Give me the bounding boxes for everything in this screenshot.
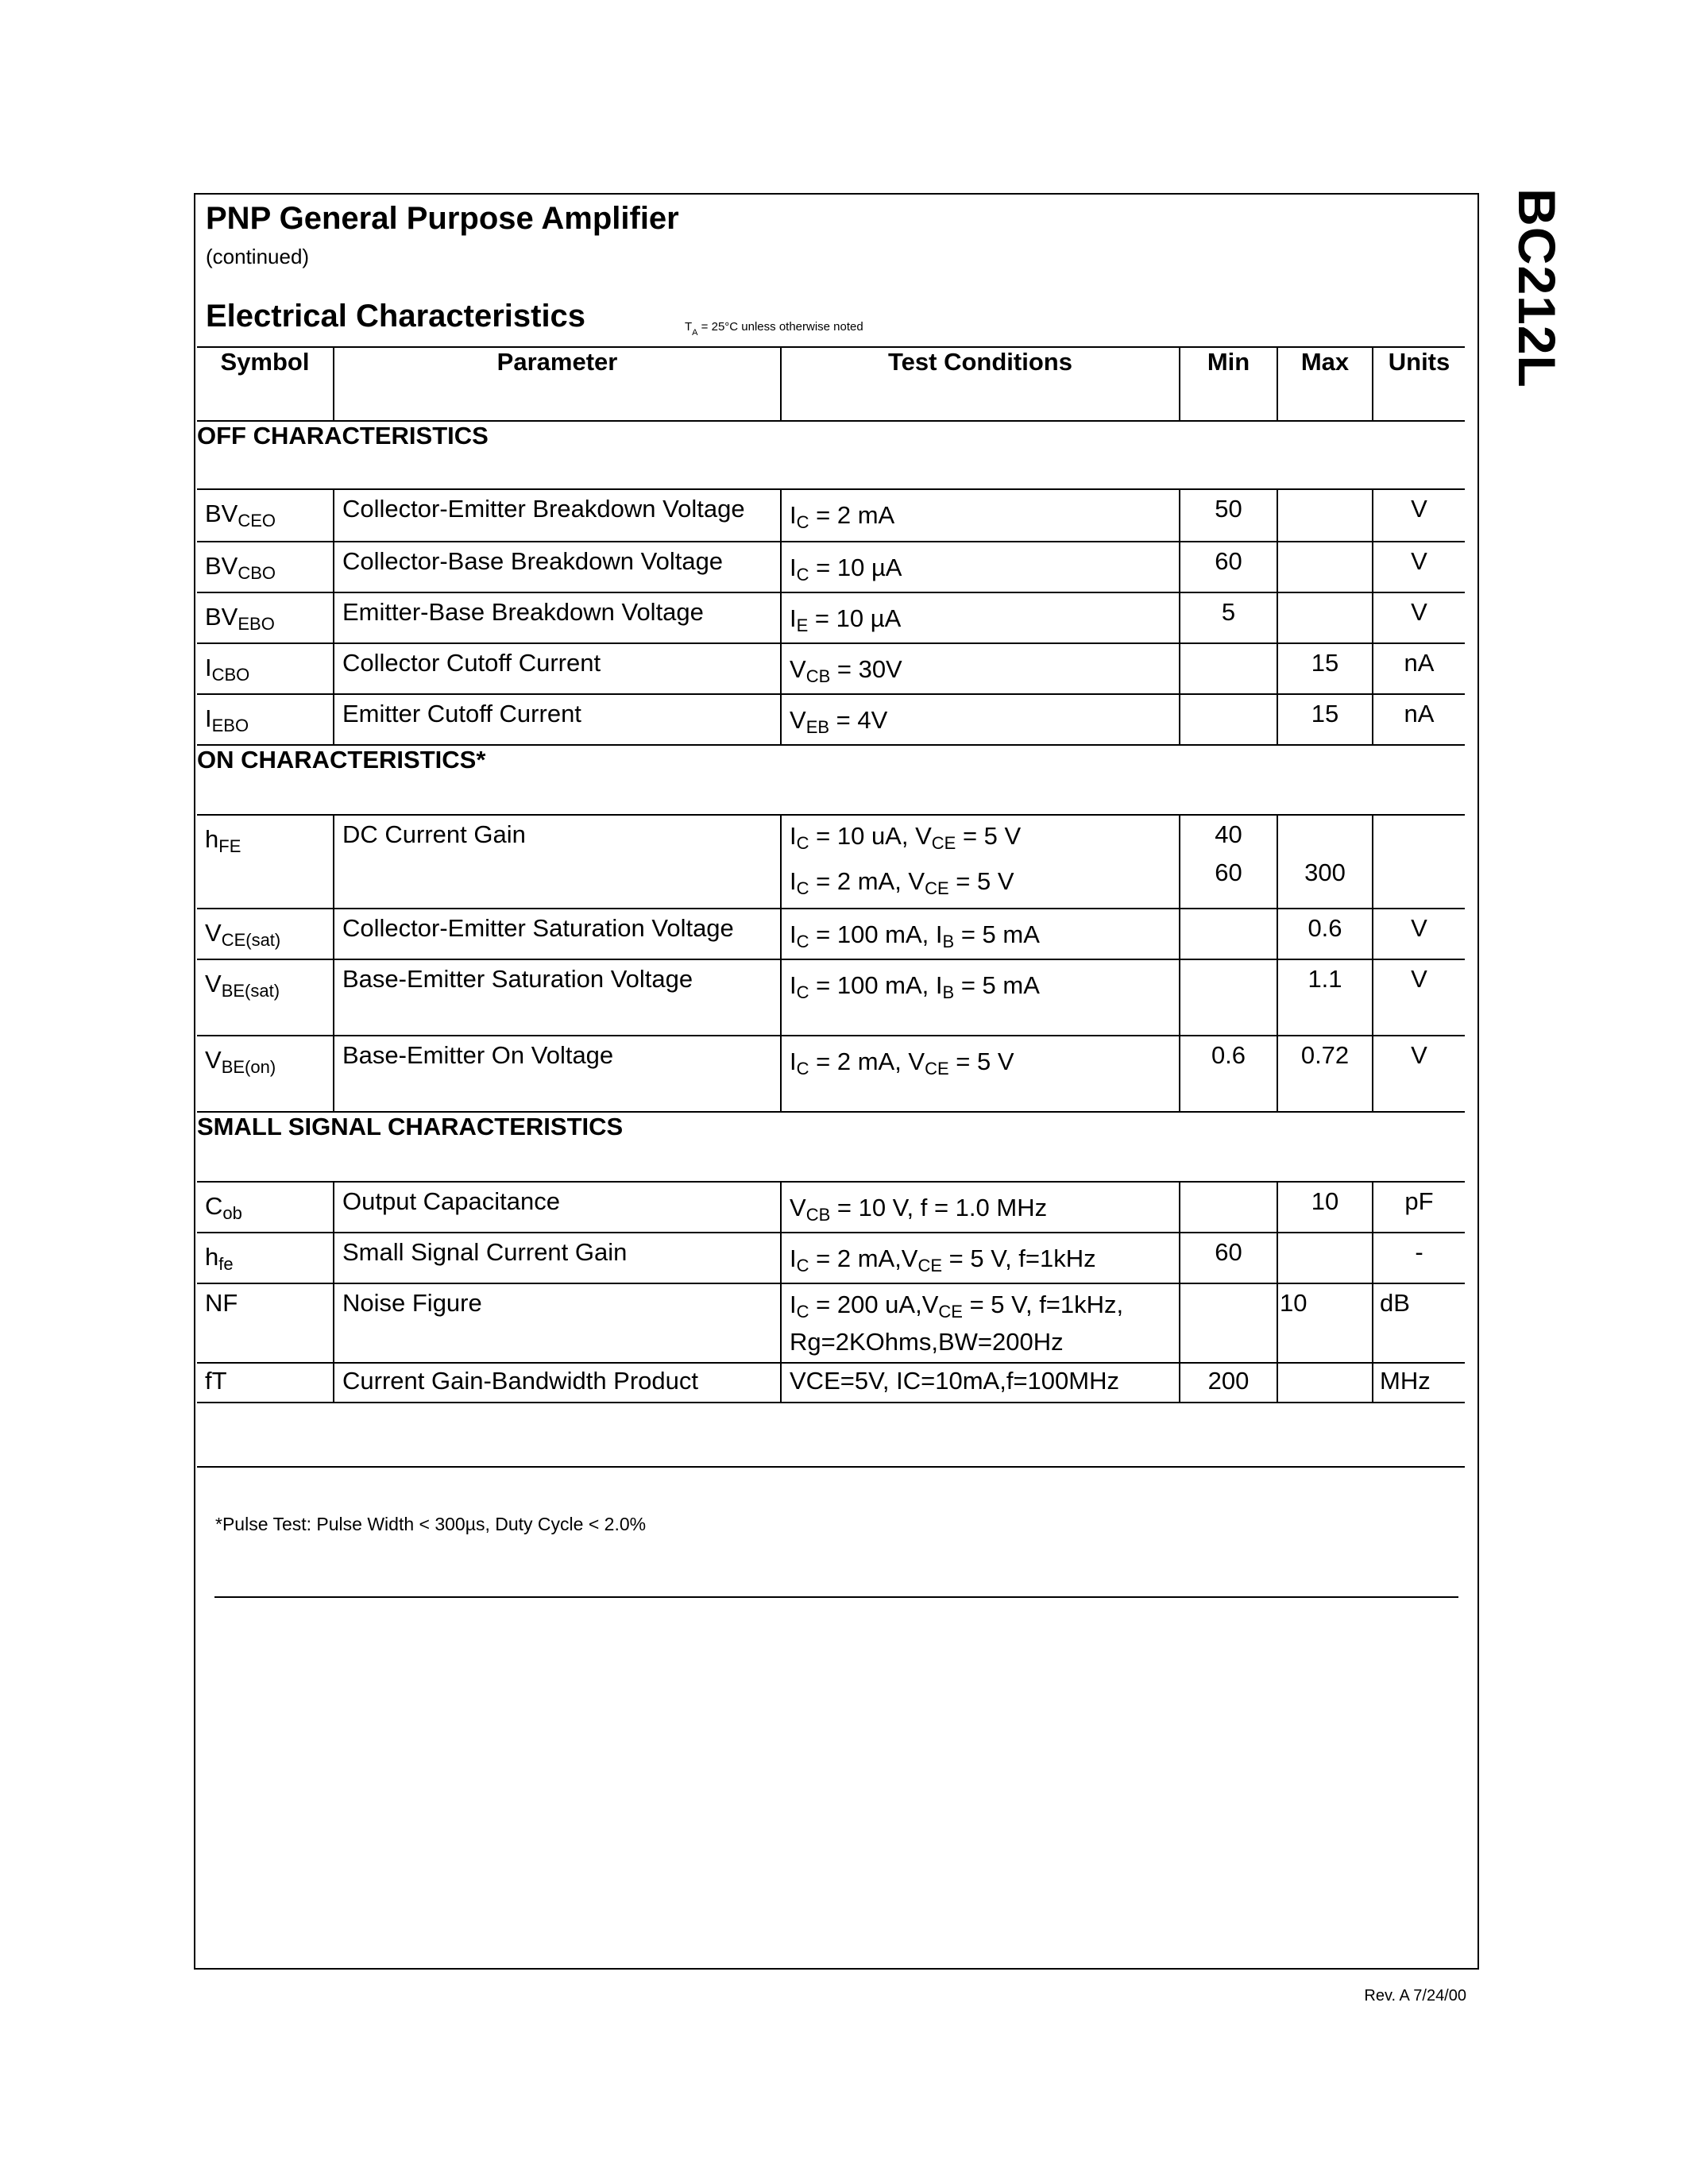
max-cell [1277, 489, 1373, 542]
document-subtitle: (continued) [206, 245, 310, 268]
conditions-cell: $I_C = 100$ mA, $I_B = 5$ mA [781, 959, 1180, 1036]
parameter-cell: Base-Emitter Saturation Voltage [334, 959, 781, 1036]
symbol-cell: $BV_{CBO}$ [197, 542, 334, 592]
symbol-cell: $V_{CE(sat)}$ [197, 909, 334, 959]
units-cell: V [1373, 489, 1465, 542]
parameter-cell: Emitter Cutoff Current [334, 694, 781, 745]
conditions-cell: $V_{CB} = 30V$ [781, 643, 1180, 694]
parameter-cell: Collector-Emitter Saturation Voltage [334, 909, 781, 959]
parameter-cell: Output Capacitance [334, 1182, 781, 1233]
header-symbol: Symbol [197, 347, 334, 421]
divider-line [214, 1596, 1458, 1598]
ta-text: = 25°C unless otherwise noted [697, 320, 863, 334]
conditions-cell: $V_{CB} = 10$ V, f = 1.0 MHz [781, 1182, 1180, 1233]
conditions-cell: $I_C = 2$ $mA,V_{CE} = 5$ V, f=1kHz [781, 1233, 1180, 1283]
symbol-cell: $BV_{CEO}$ [197, 489, 334, 542]
symbol-cell: $h_{fe}$ [197, 1233, 334, 1283]
symbol-cell: NF [197, 1283, 334, 1363]
max-cell: 10 [1277, 1182, 1373, 1233]
conditions-cell: $I_C = 100$ mA, $I_B = 5$ mA [781, 909, 1180, 959]
min-cell: 0.6 [1180, 1036, 1277, 1112]
parameter-cell: Noise Figure [334, 1283, 781, 1363]
min-cell [1180, 959, 1277, 1036]
symbol-cell: $V_{BE(sat)}$ [197, 959, 334, 1036]
parameter-cell: Base-Emitter On Voltage [334, 1036, 781, 1112]
units-cell: pF [1373, 1182, 1465, 1233]
max-cell [1277, 542, 1373, 592]
max-cell: 0.72 [1277, 1036, 1373, 1112]
units-cell: nA [1373, 643, 1465, 694]
table-row [197, 489, 1465, 542]
part-number: BC212L [1508, 188, 1567, 388]
conditions-cell: $I_E = 10$ µA [781, 592, 1180, 643]
units-cell: MHz [1373, 1363, 1465, 1403]
units-cell: V [1373, 959, 1465, 1036]
min-cell [1180, 643, 1277, 694]
symbol-cell: $I_{CBO}$ [197, 643, 334, 694]
condition-line-2: $I_C = 2$ mA, $V_{CE} = 5$ V [790, 867, 1014, 898]
revision-label: Rev. A 7/24/00 [1364, 1987, 1466, 2005]
min-cell: 200 [1180, 1363, 1277, 1403]
header-test-conditions: Test Conditions [781, 347, 1180, 421]
units-cell: V [1373, 1036, 1465, 1112]
parameter-cell: DC Current Gain [334, 815, 781, 909]
min-cell: 60 [1180, 542, 1277, 592]
symbol-cell: $BV_{EBO}$ [197, 592, 334, 643]
min-cell [1180, 909, 1277, 959]
table-row [197, 1182, 1465, 1233]
parameter-cell: Collector-Base Breakdown Voltage [334, 542, 781, 592]
symbol-cell: $I_{EBO}$ [197, 694, 334, 745]
max-cell [1277, 1233, 1373, 1283]
condition-line-2: Rg=2KOhms,BW=200Hz [790, 1328, 1064, 1356]
max-cell: 15 [1277, 643, 1373, 694]
max-cell [1277, 1363, 1373, 1403]
group-row-on [197, 745, 1465, 815]
group-row-small-signal [197, 1112, 1465, 1182]
table-row [197, 909, 1465, 959]
symbol-cell: $V_{BE(on)}$ [197, 1036, 334, 1112]
table-row [197, 815, 1465, 909]
min-cell [1180, 815, 1277, 909]
part-number-tab [1505, 188, 1569, 388]
min-value-1: 40 [1215, 820, 1242, 848]
conditions-cell: $V_{EB} = 4V$ [781, 694, 1180, 745]
units-cell: - [1373, 1233, 1465, 1283]
table-row [197, 542, 1465, 592]
units-cell: V [1373, 909, 1465, 959]
table-row [197, 1283, 1465, 1363]
parameter-cell: Collector-Emitter Breakdown Voltage [334, 489, 781, 542]
section-heading: Electrical Characteristics [206, 299, 586, 334]
group-label-small-signal: SMALL SIGNAL CHARACTERISTICS [197, 1112, 1465, 1182]
electrical-characteristics-table [197, 346, 1465, 1403]
max-value-2: 300 [1304, 859, 1346, 886]
header-parameter: Parameter [334, 347, 781, 421]
conditions-cell [781, 1283, 1180, 1363]
condition-line-1: $I_C = 10$ uA, $V_{CE} = 5$ V [790, 822, 1022, 853]
table-row [197, 959, 1465, 1036]
min-cell: 50 [1180, 489, 1277, 542]
header-max: Max [1277, 347, 1373, 421]
conditions-cell: $I_C = 10$ µA [781, 542, 1180, 592]
conditions-cell: $I_C = 2$ mA [781, 489, 1180, 542]
units-cell: dB [1373, 1283, 1465, 1363]
symbol-cell: $h_{FE}$ [197, 815, 334, 909]
parameter-cell: Collector Cutoff Current [334, 643, 781, 694]
group-row-off [197, 421, 1465, 489]
conditions-cell [781, 815, 1180, 909]
max-cell [1277, 592, 1373, 643]
table-row [197, 592, 1465, 643]
table-row [197, 694, 1465, 745]
temperature-note [685, 320, 863, 338]
pulse-test-footnote: *Pulse Test: Pulse Width < 300µs, Duty Cycle < 2.0% [215, 1514, 647, 1534]
table-row [197, 1036, 1465, 1112]
group-label-on: ON CHARACTERISTICS* [197, 745, 1465, 815]
max-cell: 0.6 [1277, 909, 1373, 959]
table-header-row [197, 347, 1465, 421]
document-title: PNP General Purpose Amplifier [206, 201, 679, 236]
symbol-cell: $C_{ob}$ [197, 1182, 334, 1233]
min-cell: 60 [1180, 1233, 1277, 1283]
max-cell: 10 [1277, 1283, 1373, 1363]
units-cell: nA [1373, 694, 1465, 745]
min-value-2: 60 [1215, 859, 1242, 886]
group-label-off: OFF CHARACTERISTICS [197, 421, 1465, 489]
units-cell: V [1373, 592, 1465, 643]
table-row [197, 1363, 1465, 1403]
condition-line-1: $I_C = 200$ $uA,V_{CE} = 5$ V, f=1kHz, [790, 1291, 1124, 1322]
min-cell [1180, 1182, 1277, 1233]
conditions-cell: $I_C = 2$ mA, $V_{CE} = 5$ V [781, 1036, 1180, 1112]
ta-subscript: A [692, 328, 698, 338]
parameter-cell: Emitter-Base Breakdown Voltage [334, 592, 781, 643]
parameter-cell: Current Gain-Bandwidth Product [334, 1363, 781, 1403]
min-cell: 5 [1180, 592, 1277, 643]
table-row [197, 1233, 1465, 1283]
parameter-cell: Small Signal Current Gain [334, 1233, 781, 1283]
table-row [197, 643, 1465, 694]
ta-symbol: T [685, 320, 693, 334]
max-cell [1277, 815, 1373, 909]
units-cell: V [1373, 542, 1465, 592]
max-cell: 15 [1277, 694, 1373, 745]
divider-line [197, 1466, 1465, 1468]
min-cell [1180, 694, 1277, 745]
symbol-cell: fT [197, 1363, 334, 1403]
min-cell [1180, 1283, 1277, 1363]
max-cell: 1.1 [1277, 959, 1373, 1036]
header-min: Min [1180, 347, 1277, 421]
header-units: Units [1373, 347, 1465, 421]
units-cell [1373, 815, 1465, 909]
conditions-cell: VCE=5V, IC=10mA,f=100MHz [781, 1363, 1180, 1403]
